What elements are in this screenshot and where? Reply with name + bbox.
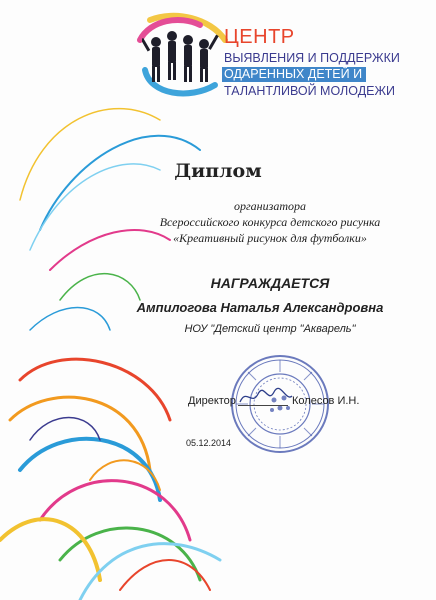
organization-logo (142, 20, 432, 102)
children-silhouette-icon (142, 20, 222, 102)
diploma-title: Диплом (174, 160, 262, 182)
school-name: НОУ "Детский центр "Акварель" (184, 323, 356, 335)
issuer-label: организатора (234, 199, 306, 213)
director-name: Колесов И.Н. (292, 395, 360, 407)
organization-line-3: ТАЛАНТЛИВОЙ МОЛОДЕЖИ (224, 84, 396, 98)
organization-line-1: ВЫЯВЛЕНИЯ И ПОДДЕРЖКИ (224, 51, 400, 65)
director-signature-icon (236, 384, 296, 410)
recipient-name: Ампилогова Наталья Александровна (136, 300, 384, 315)
issue-date: 05.12.2014 (186, 438, 232, 448)
director-label: Директор (188, 395, 236, 407)
contest-description: Всероссийского конкурса детского рисунка (159, 215, 381, 229)
awarded-heading: НАГРАЖДАЕТСЯ (210, 275, 330, 291)
organization-title: ЦЕНТР (224, 26, 295, 48)
organization-line-2: ОДАРЕННЫХ ДЕТЕЙ И (222, 67, 366, 82)
contest-name: «Креативный рисунок для футболки» (173, 231, 367, 245)
signature-line (238, 405, 288, 406)
